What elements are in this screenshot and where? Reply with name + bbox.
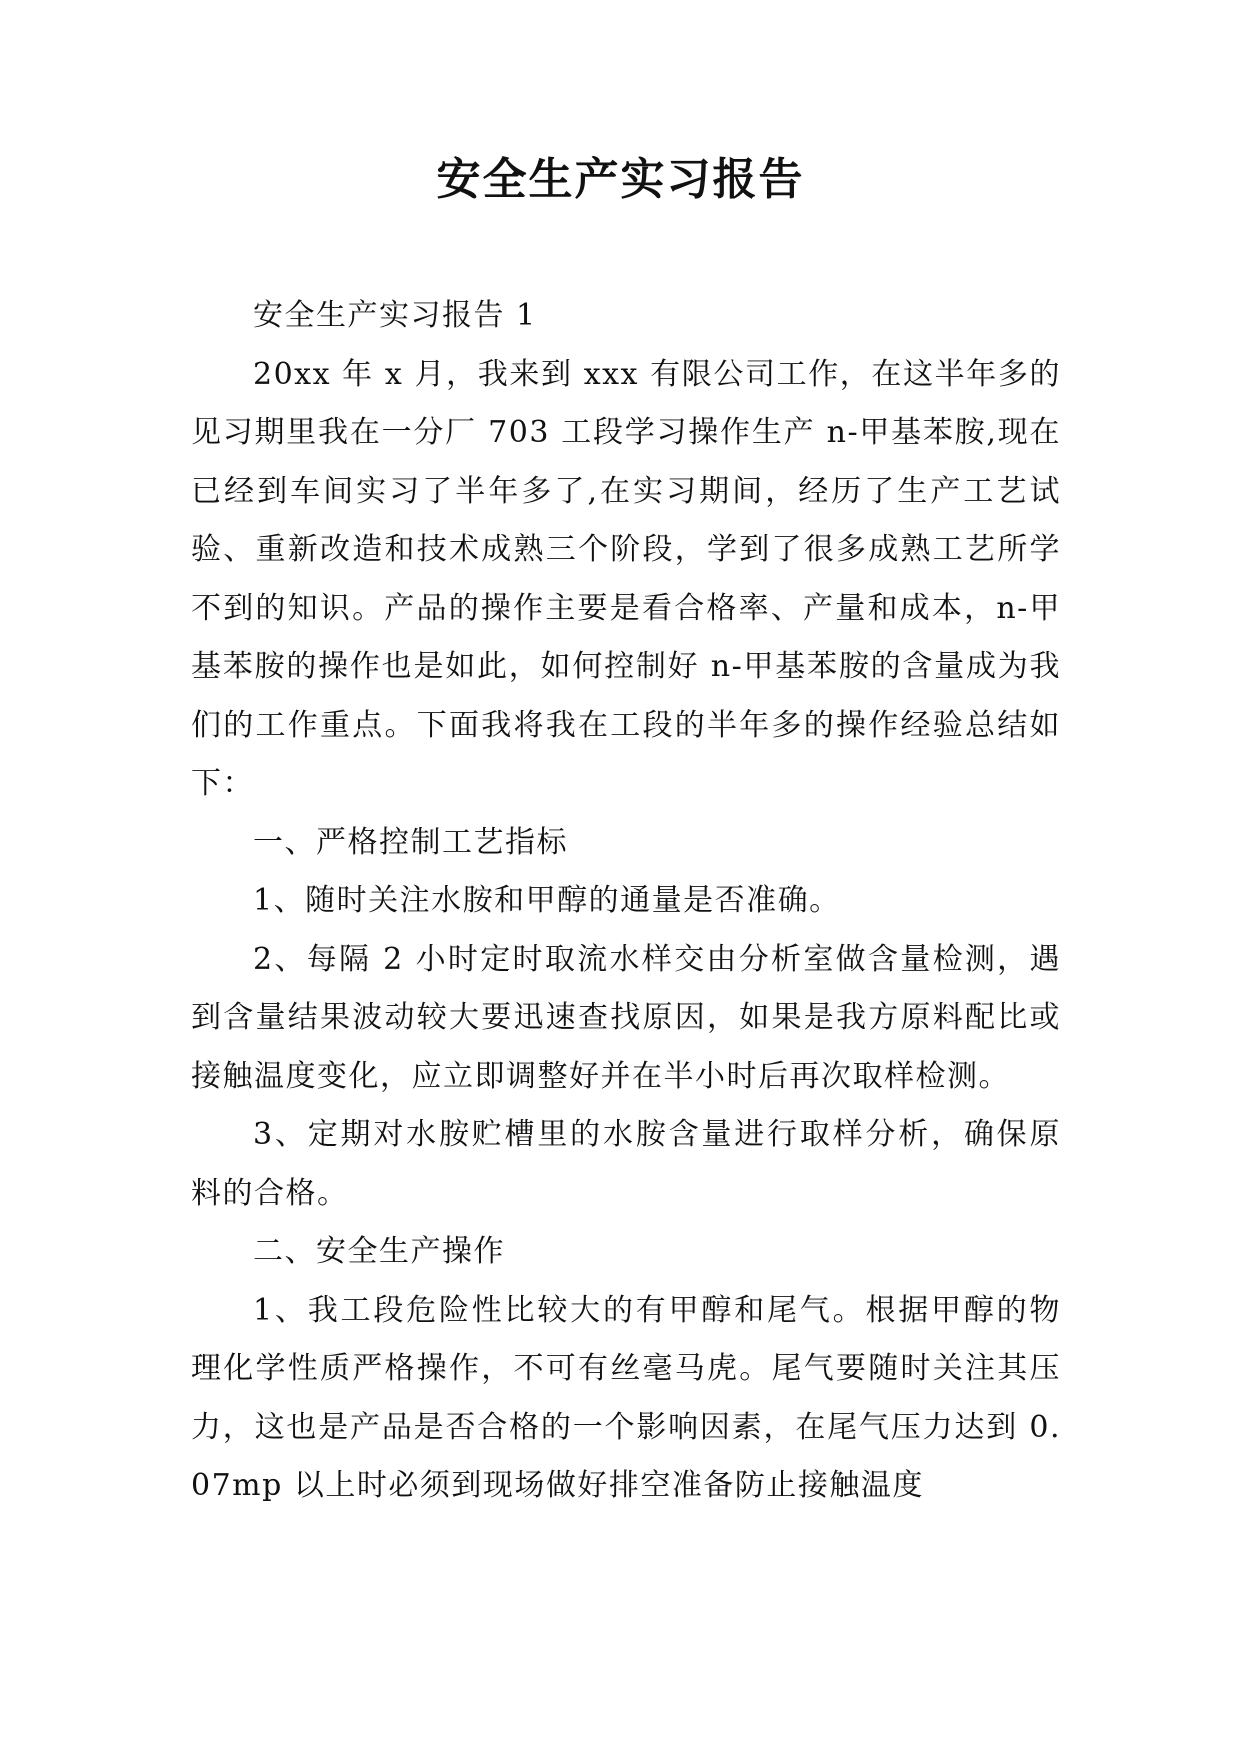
section-subtitle: 安全生产实习报告 1 — [253, 298, 537, 333]
list-item-1: 1、随时关注水胺和甲醇的通量是否准确。 — [253, 883, 841, 918]
intro-paragraph: 20xx 年 x 月，我来到 xxx 有限公司工作，在这半年多的见习期里我在一分厂 703 工段学习操作生产 n-甲基苯胺,现在已经到车间实习了半年多了,在实习期间，经历了生产工艺试验、重新改造和技术成熟三个阶段，学到了很多成熟工艺所学不到的知识。产品的操作主要是看合格率、产量和成本，n-甲基苯胺的操作也是如此，如何控制好 n-甲基苯胺的含量成为我们的工作重点。下面我将我在工段的半年多的操作经验总结如下： — [191, 356, 1061, 801]
list-item-3: 3、定期对水胺贮槽里的水胺含量进行取样分析，确保原料的合格。 — [191, 1117, 1061, 1211]
document-body — [191, 287, 1061, 1516]
section-heading-process-control: 一、严格控制工艺指标 — [253, 824, 568, 860]
safety-paragraph-1: 1、我工段危险性比较大的有甲醇和尾气。根据甲醇的物理化学性质严格操作，不可有丝毫马虎。尾气要随时关注其压力，这也是产品是否合格的一个影响因素，在尾气压力达到 0.07mp 以上时必须到现场做好排空准备防止接触温度 — [191, 1292, 1061, 1503]
document-title: 安全生产实习报告 — [436, 154, 805, 205]
section-heading-safety-operation: 二、安全生产操作 — [253, 1234, 505, 1269]
list-item-2: 2、每隔 2 小时定时取流水样交由分析室做含量检测，遇到含量结果波动较大要迅速查找原因，如果是我方原料配比或接触温度变化，应立即调整好并在半小时后再次取样检测。 — [191, 941, 1061, 1094]
